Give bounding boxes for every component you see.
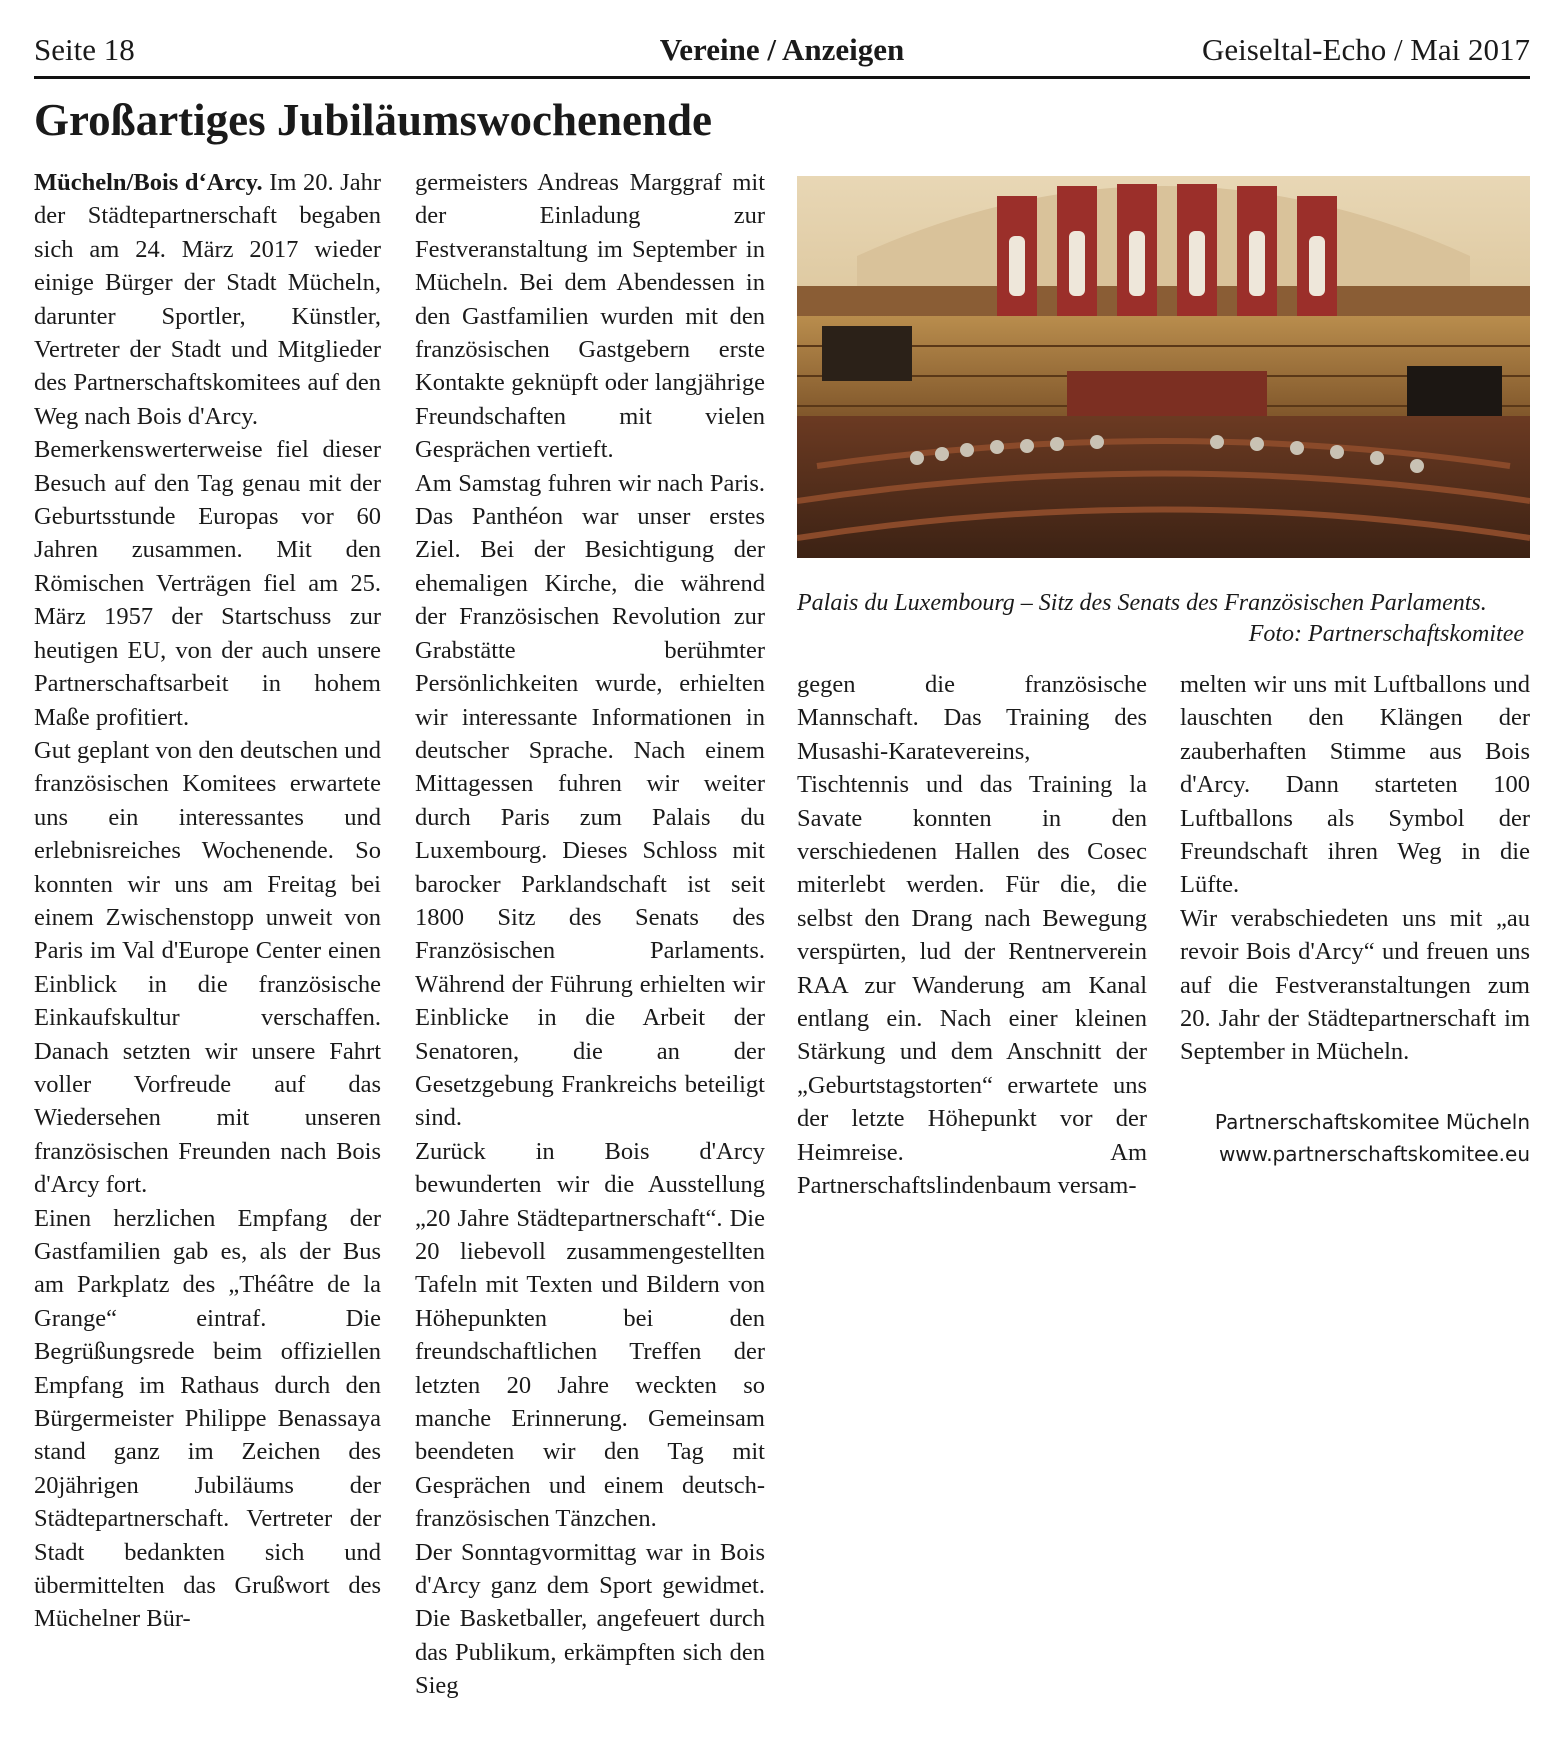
paragraph: germeisters Andreas Marggraf mit der Einladung zur Festveranstaltung im September in Mücheln. Bei dem Abendessen in den Gastfamilien wurden mit den französischen Gastgebern erste Kontakte geknüpft oder langjährige Freundschaften mit vielen Gesprächen vertieft. xyxy=(415,169,765,464)
paragraph: Am Samstag fuhren wir nach Paris. Das Panthéon war unser erstes Ziel. Bei der Besichtigung der ehemaligen Kirche, die während der Französischen Revolution zur Grabstätte berühmter Persönlichkeiten wurde, erhielten wir interessante Informationen in deutscher Sprache. Nach einem Mittagessen fuhren wir weiter durch Paris zum Palais du Luxembourg. Dieses Schloss mit barocker Parklandschaft ist seit 1800 Sitz des Senats des Französischen Parlaments. Während der Führung erhielten wir Einblicke in die Arbeit der Senatoren, die an der Gesetzgebung Frankreichs beteiligt sind. xyxy=(415,469,765,1132)
page-header xyxy=(34,28,1530,79)
paragraph: Zurück in Bois d'Arcy bewunderten wir die Ausstellung „20 Jahre Städtepartnerschaft“. Die 20 liebevoll zusammengestellten Tafeln mit Texten und Bildern von Höhepunkten bei den freundschaftlichen Treffen der letzten 20 Jahre weckten so manche Erinnerung. Gemeinsam beendeten wir den Tag mit Gesprächen und einem deutsch-französischen Tänzchen. xyxy=(415,1137,765,1533)
article-column-4 xyxy=(1180,668,1530,1069)
article-column-3 xyxy=(797,668,1147,1203)
paragraph: melten wir uns mit Luftballons und lauschten den Klängen der zauberhaften Stimme aus Bois d'Arcy. Dann starteten 100 Luftballons als Symbol der Freundschaft ihren Weg in die Lüfte. xyxy=(1180,671,1530,899)
paragraph: Wir verabschiedeten uns mit „au revoir Bois d'Arcy“ und freuen uns auf die Festveranstaltungen zum 20. Jahr der Städtepartnerschaft im September in Mücheln. xyxy=(1180,904,1530,1066)
senate-chamber-illustration xyxy=(797,176,1530,558)
paragraph: Der Sonntagvormittag war in Bois d'Arcy ganz dem Sport gewidmet. Die Basketballer, angefeuert durch das Publikum, erkämpften sich den Sieg xyxy=(415,1538,765,1700)
page-number: Seite 18 xyxy=(34,32,135,67)
photo-caption xyxy=(797,588,1530,647)
caption-text: Palais du Luxembourg – Sitz des Senats des Französischen Parlaments. xyxy=(797,590,1487,616)
signature-url: www.partnerschaftskomitee.eu xyxy=(1218,1142,1530,1166)
signature-org: Partnerschaftskomitee Mücheln xyxy=(1214,1110,1530,1134)
paragraph: Mücheln/Bois d‘Arcy. Im 20. Jahr der Städtepartnerschaft begaben sich am 24. März 2017 wieder einige Bürger der Stadt Mücheln, darunter Sportler, Künstler, Vertreter der Stadt und Mitglieder des Partnerschaftskomitees auf den Weg nach Bois d'Arcy. xyxy=(34,169,381,430)
article-column-1 xyxy=(34,166,381,1636)
issue-label: Geiseltal-Echo / Mai 2017 xyxy=(1202,32,1530,67)
article-headline: Großartiges Jubiläumswochenende xyxy=(34,95,712,145)
dateline: Mücheln/Bois d‘Arcy. xyxy=(34,169,263,196)
signature-block xyxy=(1215,1106,1530,1170)
paragraph: gegen die französische Mannschaft. Das Training des Musashi-Karatevereins, Tischtennis und das Training la Savate konnten in den verschiedenen Hallen des Cosec miterlebt werden. Für die, die selbst den Drang nach Bewegung verspürten, lud der Rentnerverein RAA zur Wanderung am Kanal entlang ein. Nach einer kleinen Stärkung und dem Anschnitt der „Geburtstagstorten“ erwartete uns der letzte Höhepunkt vor der Heimreise. Am Partnerschaftslindenbaum versam- xyxy=(797,671,1147,1200)
senate-chamber-photo xyxy=(797,176,1530,558)
paragraph: Einen herzlichen Empfang der Gastfamilien gab es, als der Bus am Parkplatz des „Théâtre de la Grange“ eintraf. Die Begrüßungsrede beim offiziellen Empfang im Rathaus durch den Bürgermeister Philippe Benassaya stand ganz im Zeichen des 20jährigen Jubiläums der Städtepartnerschaft. Vertreter der Stadt bedankten sich und übermittelten das Grußwort des Müchelner Bür- xyxy=(34,1204,381,1633)
paragraph: Gut geplant von den deutschen und französischen Komitees erwartete uns ein interessantes und erlebnisreiches Wochenende. So konnten wir uns am Freitag bei einem Zwischenstopp unweit von Paris im Val d'Europe Center einen Einblick in die französische Einkaufskultur verschaffen. Danach setzten wir unsere Fahrt voller Vorfreude auf das Wiedersehen mit unseren französischen Freunden nach Bois d'Arcy fort. xyxy=(34,736,381,1199)
photo-credit: Foto: Partnerschaftskomitee xyxy=(1248,621,1524,647)
paragraph: Bemerkenswerterweise fiel dieser Besuch auf den Tag genau mit der Geburtsstunde Europas vor 60 Jahren zusammen. Mit den Römischen Verträgen fiel am 25. März 1957 der Startschuss zur heutigen EU, von der auch unsere Partnerschaftsarbeit in hohem Maße profitiert. xyxy=(34,436,381,731)
article-column-2 xyxy=(415,166,765,1703)
section-title: Vereine / Anzeigen xyxy=(659,32,905,67)
